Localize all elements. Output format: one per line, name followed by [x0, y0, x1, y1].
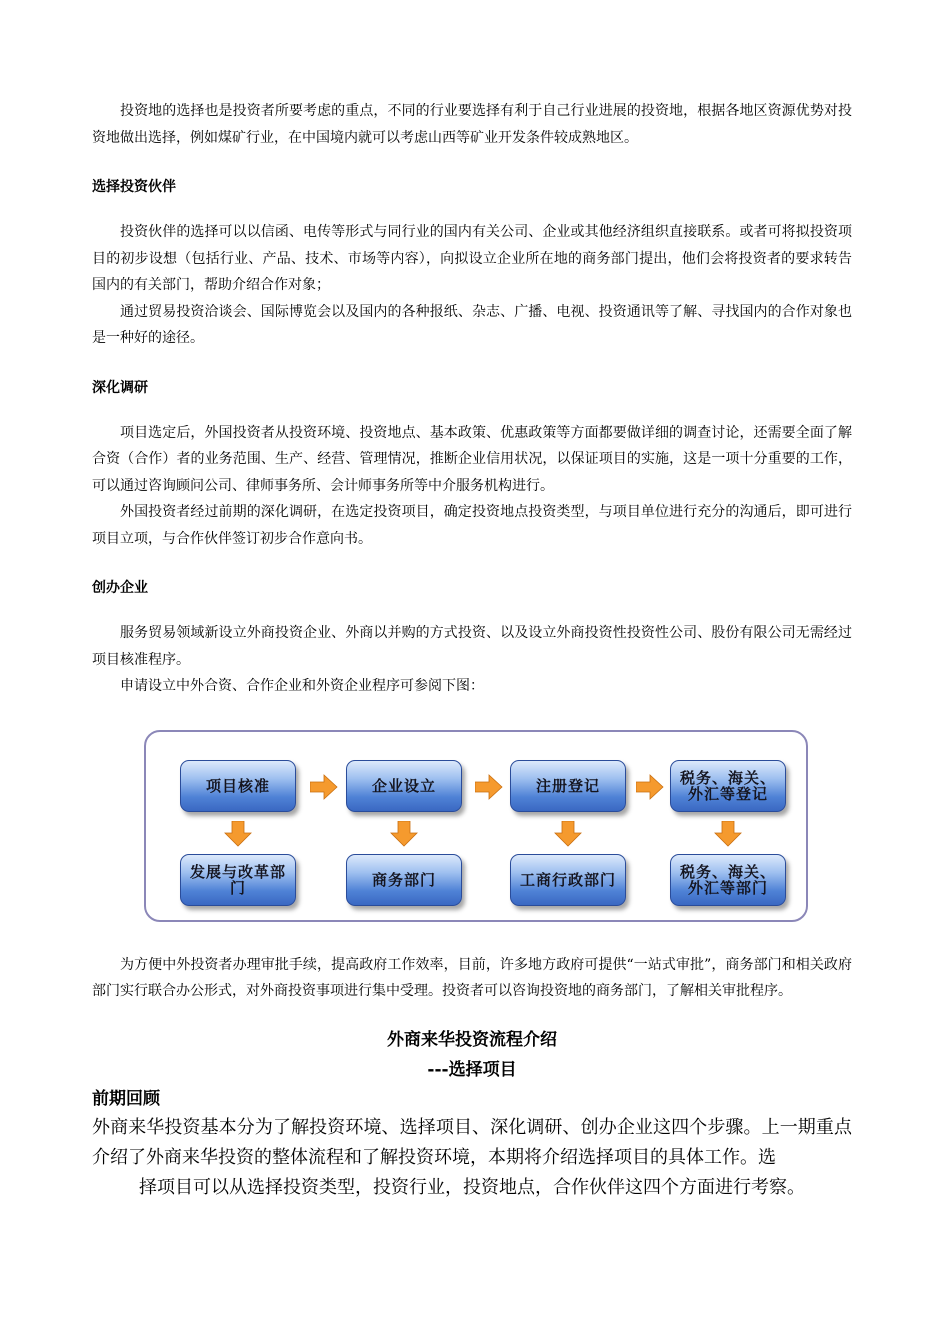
one-stop-paragraph: 为方便中外投资者办理审批手续，提高政府工作效率，目前，许多地方政府可提供“一站式审批”，商务部门和相关政府部门实行联合办公形式，对外商投资事项进行集中受理。投资者可以咨询投资地的商务部门，了解相关审批程序。	[92, 956, 852, 999]
review-text: 外商来华投资基本分为了解投资环境、选择项目、深化调研、创办企业这四个步骤。上一期重点介绍了外商来华投资的整体流程和了解投资环境，本期将介绍选择项目的具体工作。选	[92, 1116, 852, 1168]
article-subtitle: ---选择项目	[427, 1059, 517, 1080]
flow-box-industry-commerce-dept: 工商行政部门	[510, 854, 626, 906]
approval-flowchart	[144, 730, 808, 922]
flow-box-tax-customs-registration: 税务、海关、外汇等登记	[670, 760, 786, 812]
document-page	[92, 98, 852, 1203]
section-heading-research: 深化调研	[92, 379, 148, 396]
flow-box-enterprise-setup: 企业设立	[346, 760, 462, 812]
review-heading: 前期回顾	[92, 1088, 160, 1109]
enterprise-paragraph-1: 服务贸易领域新设立外商投资企业、外商以并购的方式投资、以及设立外商投资性投资性公司、股份有限公司无需经过项目核准程序。	[92, 625, 852, 668]
arrow-down-icon	[554, 821, 582, 847]
section-heading-partner: 选择投资伙伴	[92, 179, 176, 195]
research-paragraph-1: 项目选定后，外国投资者从投资环境、投资地点、基本政策、优惠政策等方面都要做详细的调查讨论，还需要全面了解合资（合作）者的业务范围、生产、经营、管理情况，推断企业信用状况，以保证项目的实施，这是一项十分重要的工作，可以通过咨询顾问公司、律师事务所、会计师事务所等中介服务机构进行。	[92, 424, 852, 494]
arrow-down-icon	[224, 821, 252, 847]
flow-box-commerce-dept: 商务部门	[346, 854, 462, 906]
flow-box-development-reform-dept: 发展与改革部门	[180, 854, 296, 906]
arrow-right-icon	[636, 774, 664, 800]
article-title: 外商来华投资流程介绍	[387, 1029, 557, 1050]
partner-paragraph-2: 通过贸易投资洽谈会、国际博览会以及国内的各种报纸、杂志、广播、电视、投资通讯等了解、寻找国内的合作对象也是一种好的途径。	[92, 303, 852, 346]
research-paragraph-2: 外国投资者经过前期的深化调研，在选定投资项目，确定投资地点投资类型，与项目单位进行充分的沟通后，即可进行项目立项，与合作伙伴签订初步合作意向书。	[92, 504, 852, 547]
enterprise-paragraph-2: 申请设立中外合资、合作企业和外资企业程序可参阅下图：	[120, 678, 484, 694]
section-heading-enterprise: 创办企业	[92, 580, 148, 596]
arrow-down-icon	[714, 821, 742, 847]
flow-box-registration: 注册登记	[510, 760, 626, 812]
arrow-right-icon	[310, 774, 338, 800]
partner-paragraph-1: 投资伙伴的选择可以以信函、电传等形式与同行业的国内有关公司、企业或其他经济组织直接联系。或者可将拟投资项目的初步设想（包括行业、产品、技术、市场等内容），向拟设立企业所在地的商务部门提出，他们会将投资者的要求转告国内的有关部门，帮助介绍合作对象；	[92, 224, 852, 293]
arrow-down-icon	[390, 821, 418, 847]
flow-box-tax-customs-dept: 税务、海关、外汇等部门	[670, 854, 786, 906]
review-paragraph	[92, 1113, 852, 1203]
review-text-last-line: 择项目可以从选择投资类型，投资行业，投资地点，合作伙伴这四个方面进行考察。	[139, 1176, 805, 1198]
intro-paragraph: 投资地的选择也是投资者所要考虑的重点，不同的行业要选择有利于自己行业进展的投资地，根据各地区资源优势对投资地做出选择，例如煤矿行业，在中国境内就可以考虑山西等矿业开发条件较成熟地区。	[92, 103, 852, 146]
flow-box-project-approval: 项目核准	[180, 760, 296, 812]
arrow-right-icon	[475, 774, 503, 800]
